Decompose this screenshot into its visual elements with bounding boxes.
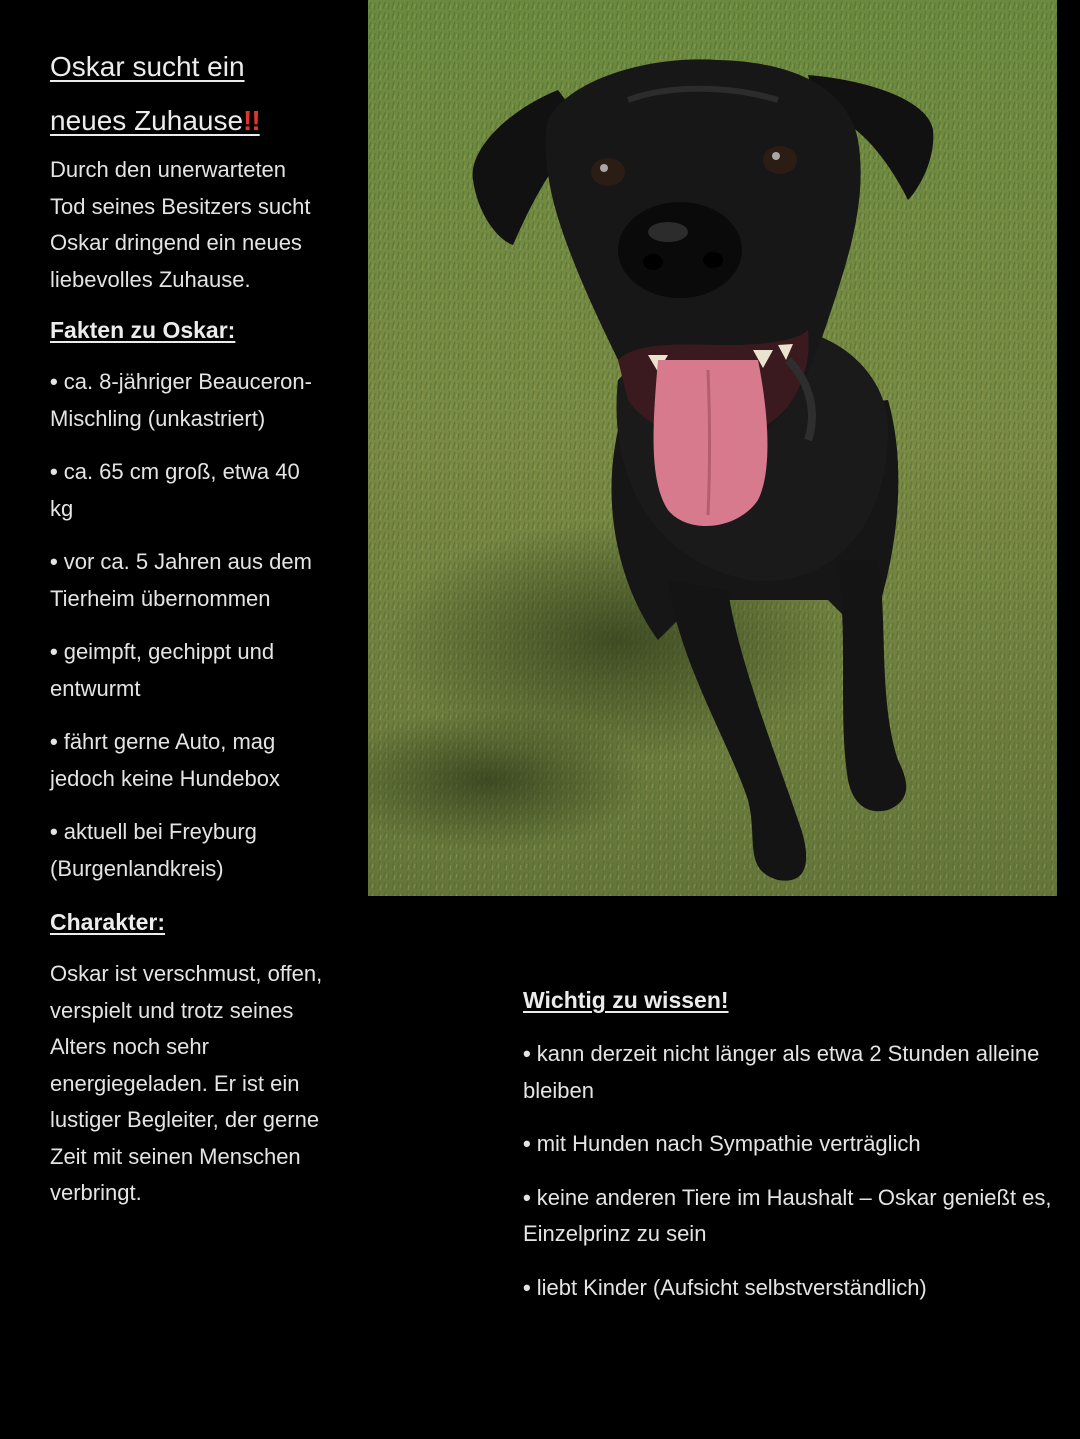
right-nostril xyxy=(703,252,723,268)
list-item xyxy=(50,364,325,437)
fact-text: aktuell bei Freyburg (Burgenlandkreis) xyxy=(50,819,257,881)
dog-photo xyxy=(368,0,1057,896)
title-line-2: neues Zuhause xyxy=(50,105,244,136)
list-item xyxy=(50,724,325,797)
title-line-1: Oskar sucht ein xyxy=(50,51,245,82)
page-title xyxy=(50,40,325,148)
tongue-line xyxy=(708,370,710,515)
important-list xyxy=(523,1036,1080,1306)
character-text: Oskar ist verschmust, offen, verspielt und trotz seines Alters noch sehr energiegeladen. Er ist ein lustiger Begleiter, der gerne Zeit mit seinen Menschen verbringt. xyxy=(50,961,323,1205)
dog-illustration xyxy=(368,0,1057,896)
fact-text: ca. 8-jähriger Beauceron-Mischling (unkastriert) xyxy=(50,369,312,431)
left-eye-glint xyxy=(600,164,608,172)
important-text: kann derzeit nicht länger als etwa 2 Stunden alleine bleiben xyxy=(523,1041,1040,1103)
bullet-icon: • xyxy=(50,459,58,484)
double-exclamation-icon: !! xyxy=(243,105,260,136)
important-text: keine anderen Tiere im Haushalt – Oskar genießt es, Einzelprinz zu sein xyxy=(523,1184,1052,1246)
list-item xyxy=(50,634,325,707)
dog-right-eye xyxy=(763,146,797,174)
dog-nose xyxy=(618,202,742,298)
bullet-icon: • xyxy=(50,549,58,574)
bullet-icon: • xyxy=(50,819,58,844)
list-item xyxy=(50,454,325,527)
dog-left-eye xyxy=(591,158,625,186)
fact-text: fährt gerne Auto, mag jedoch keine Hundebox xyxy=(50,729,280,791)
left-nostril xyxy=(643,254,663,270)
fact-text: geimpft, gechippt und entwurmt xyxy=(50,639,275,701)
important-text: liebt Kinder (Aufsicht selbstverständlich) xyxy=(536,1274,927,1300)
list-item xyxy=(523,1270,1080,1307)
bullet-icon: • xyxy=(50,729,58,754)
bullet-icon: • xyxy=(523,1131,531,1156)
fact-text: vor ca. 5 Jahren aus dem Tierheim übernommen xyxy=(50,549,312,611)
bullet-icon: • xyxy=(523,1274,531,1300)
fact-text: ca. 65 cm groß, etwa 40 kg xyxy=(50,459,300,521)
nose-highlight xyxy=(648,222,688,242)
facts-list xyxy=(50,364,325,887)
left-column xyxy=(50,40,325,1226)
important-text: mit Hunden nach Sympathie verträglich xyxy=(536,1131,921,1156)
right-column xyxy=(523,982,1080,1323)
list-item xyxy=(523,1126,1080,1163)
bullet-icon: • xyxy=(523,1184,531,1210)
intro-text: Durch den unerwarteten Tod seines Besitzers sucht Oskar dringend ein neues liebevolles Zuhause. xyxy=(50,157,311,292)
list-item xyxy=(50,814,325,887)
bullet-icon: • xyxy=(50,639,58,664)
facts-heading: Fakten zu Oskar: xyxy=(50,317,236,343)
important-heading: Wichtig zu wissen! xyxy=(523,987,729,1013)
list-item xyxy=(523,1036,1080,1109)
right-eye-glint xyxy=(772,152,780,160)
character-heading: Charakter: xyxy=(50,909,166,935)
bullet-icon: • xyxy=(50,369,58,394)
bullet-icon: • xyxy=(523,1041,531,1066)
list-item xyxy=(523,1180,1080,1253)
list-item xyxy=(50,544,325,617)
